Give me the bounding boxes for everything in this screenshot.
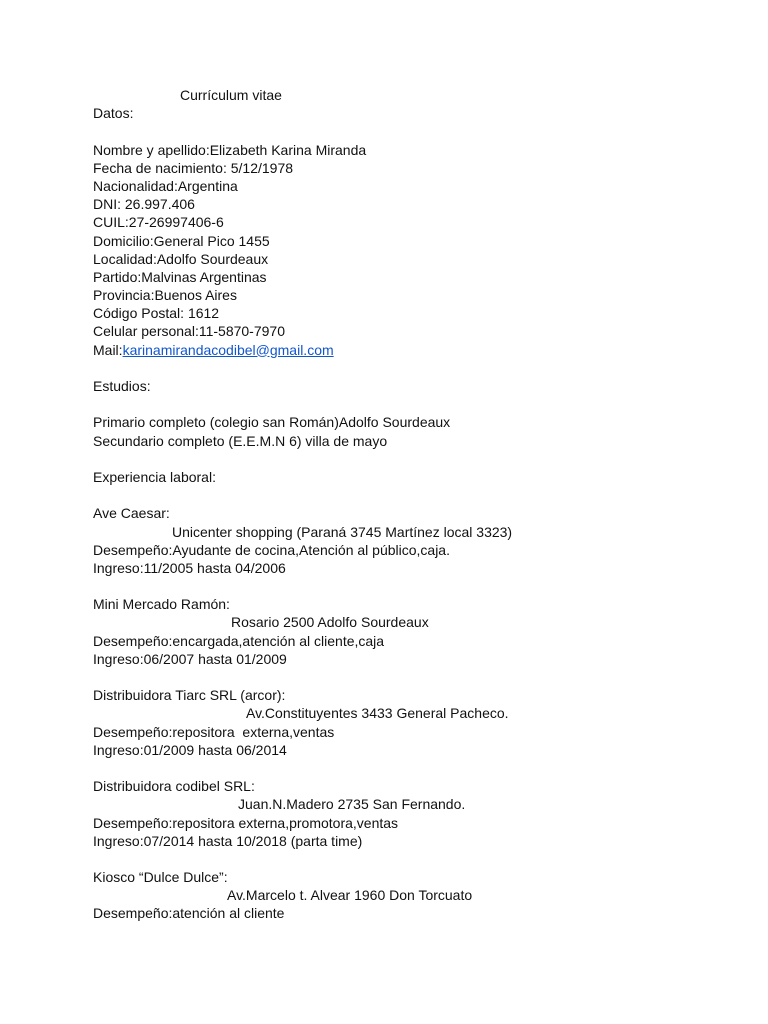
- job-employer: Kiosco “Dulce Dulce”:: [93, 869, 228, 886]
- spacer: [93, 668, 733, 686]
- codigo-postal-line: Código Postal: 1612: [93, 305, 220, 322]
- job-dates: Ingreso:01/2009 hasta 06/2014: [93, 741, 287, 758]
- job-role: Desempeño:atención al cliente: [93, 905, 285, 922]
- datos-heading: Datos:: [93, 105, 134, 122]
- experiencia-heading: Experiencia laboral:: [93, 468, 216, 485]
- localidad-line: Localidad:Adolfo Sourdeaux: [93, 250, 269, 267]
- job-dates: Ingreso:07/2014 hasta 10/2018 (parta time): [93, 832, 363, 849]
- job-address: Unicenter shopping (Paraná 3745 Martínez local 3323): [172, 523, 513, 540]
- job-address: Av.Marcelo t. Alvear 1960 Don Torcuato: [227, 887, 473, 904]
- job-role: Desempeño:encargada,atención al cliente,caja: [93, 632, 385, 649]
- nombre-line: Nombre y apellido:Elizabeth Karina Miranda: [93, 141, 367, 158]
- domicilio-line: Domicilio:General Pico 1455: [93, 232, 270, 249]
- estudio-item: Primario completo (colegio san Román)Adolfo Sourdeaux: [93, 414, 451, 431]
- cuil-line: CUIL:27-26997406-6: [93, 214, 224, 231]
- estudio-item: Secundario completo (E.E.M.N 6) villa de mayo: [93, 432, 388, 449]
- job-address: Juan.N.Madero 2735 San Fernando.: [238, 796, 466, 813]
- job-dates: Ingreso:06/2007 hasta 01/2009: [93, 650, 287, 667]
- mail-line: [93, 341, 733, 359]
- fecha-nacimiento-line: Fecha de nacimiento: 5/12/1978: [93, 159, 294, 176]
- partido-line: Partido:Malvinas Argentinas: [93, 268, 267, 285]
- spacer: [93, 395, 733, 413]
- job-role: Desempeño:Ayudante de cocina,Atención al público,caja.: [93, 541, 450, 558]
- estudios-heading: Estudios:: [93, 378, 151, 394]
- provincia-line: Provincia:Buenos Aires: [93, 287, 237, 304]
- job-employer: Distribuidora Tiarc SRL (arcor):: [93, 687, 286, 704]
- spacer: [93, 850, 733, 868]
- job-role: Desempeño:repositora externa,promotora,ventas: [93, 814, 399, 831]
- spacer: [93, 450, 733, 468]
- spacer: [93, 577, 733, 595]
- job-employer: Mini Mercado Ramón:: [93, 596, 230, 613]
- celular-line: Celular personal:11-5870-7970: [93, 323, 285, 340]
- email-link[interactable]: karinamirandacodibel@gmail.com: [122, 341, 334, 358]
- document-title: Currículum vitae: [180, 87, 282, 103]
- spacer: [93, 759, 733, 777]
- job-employer: Distribuidora codibel SRL:: [93, 778, 255, 795]
- dni-line: DNI: 26.997.406: [93, 196, 195, 213]
- mail-label: Mail:: [93, 341, 123, 358]
- spacer: [93, 359, 733, 377]
- cv-document: [93, 86, 733, 923]
- job-dates: Ingreso:11/2005 hasta 04/2006: [93, 559, 286, 576]
- job-address: Rosario 2500 Adolfo Sourdeaux: [231, 614, 429, 631]
- job-employer: Ave Caesar:: [93, 505, 170, 522]
- spacer: [93, 122, 733, 140]
- spacer: [93, 486, 733, 504]
- job-role: Desempeño:repositora externa,ventas: [93, 723, 335, 740]
- nacionalidad-line: Nacionalidad:Argentina: [93, 177, 238, 194]
- job-address: Av.Constituyentes 3433 General Pacheco.: [246, 705, 509, 722]
